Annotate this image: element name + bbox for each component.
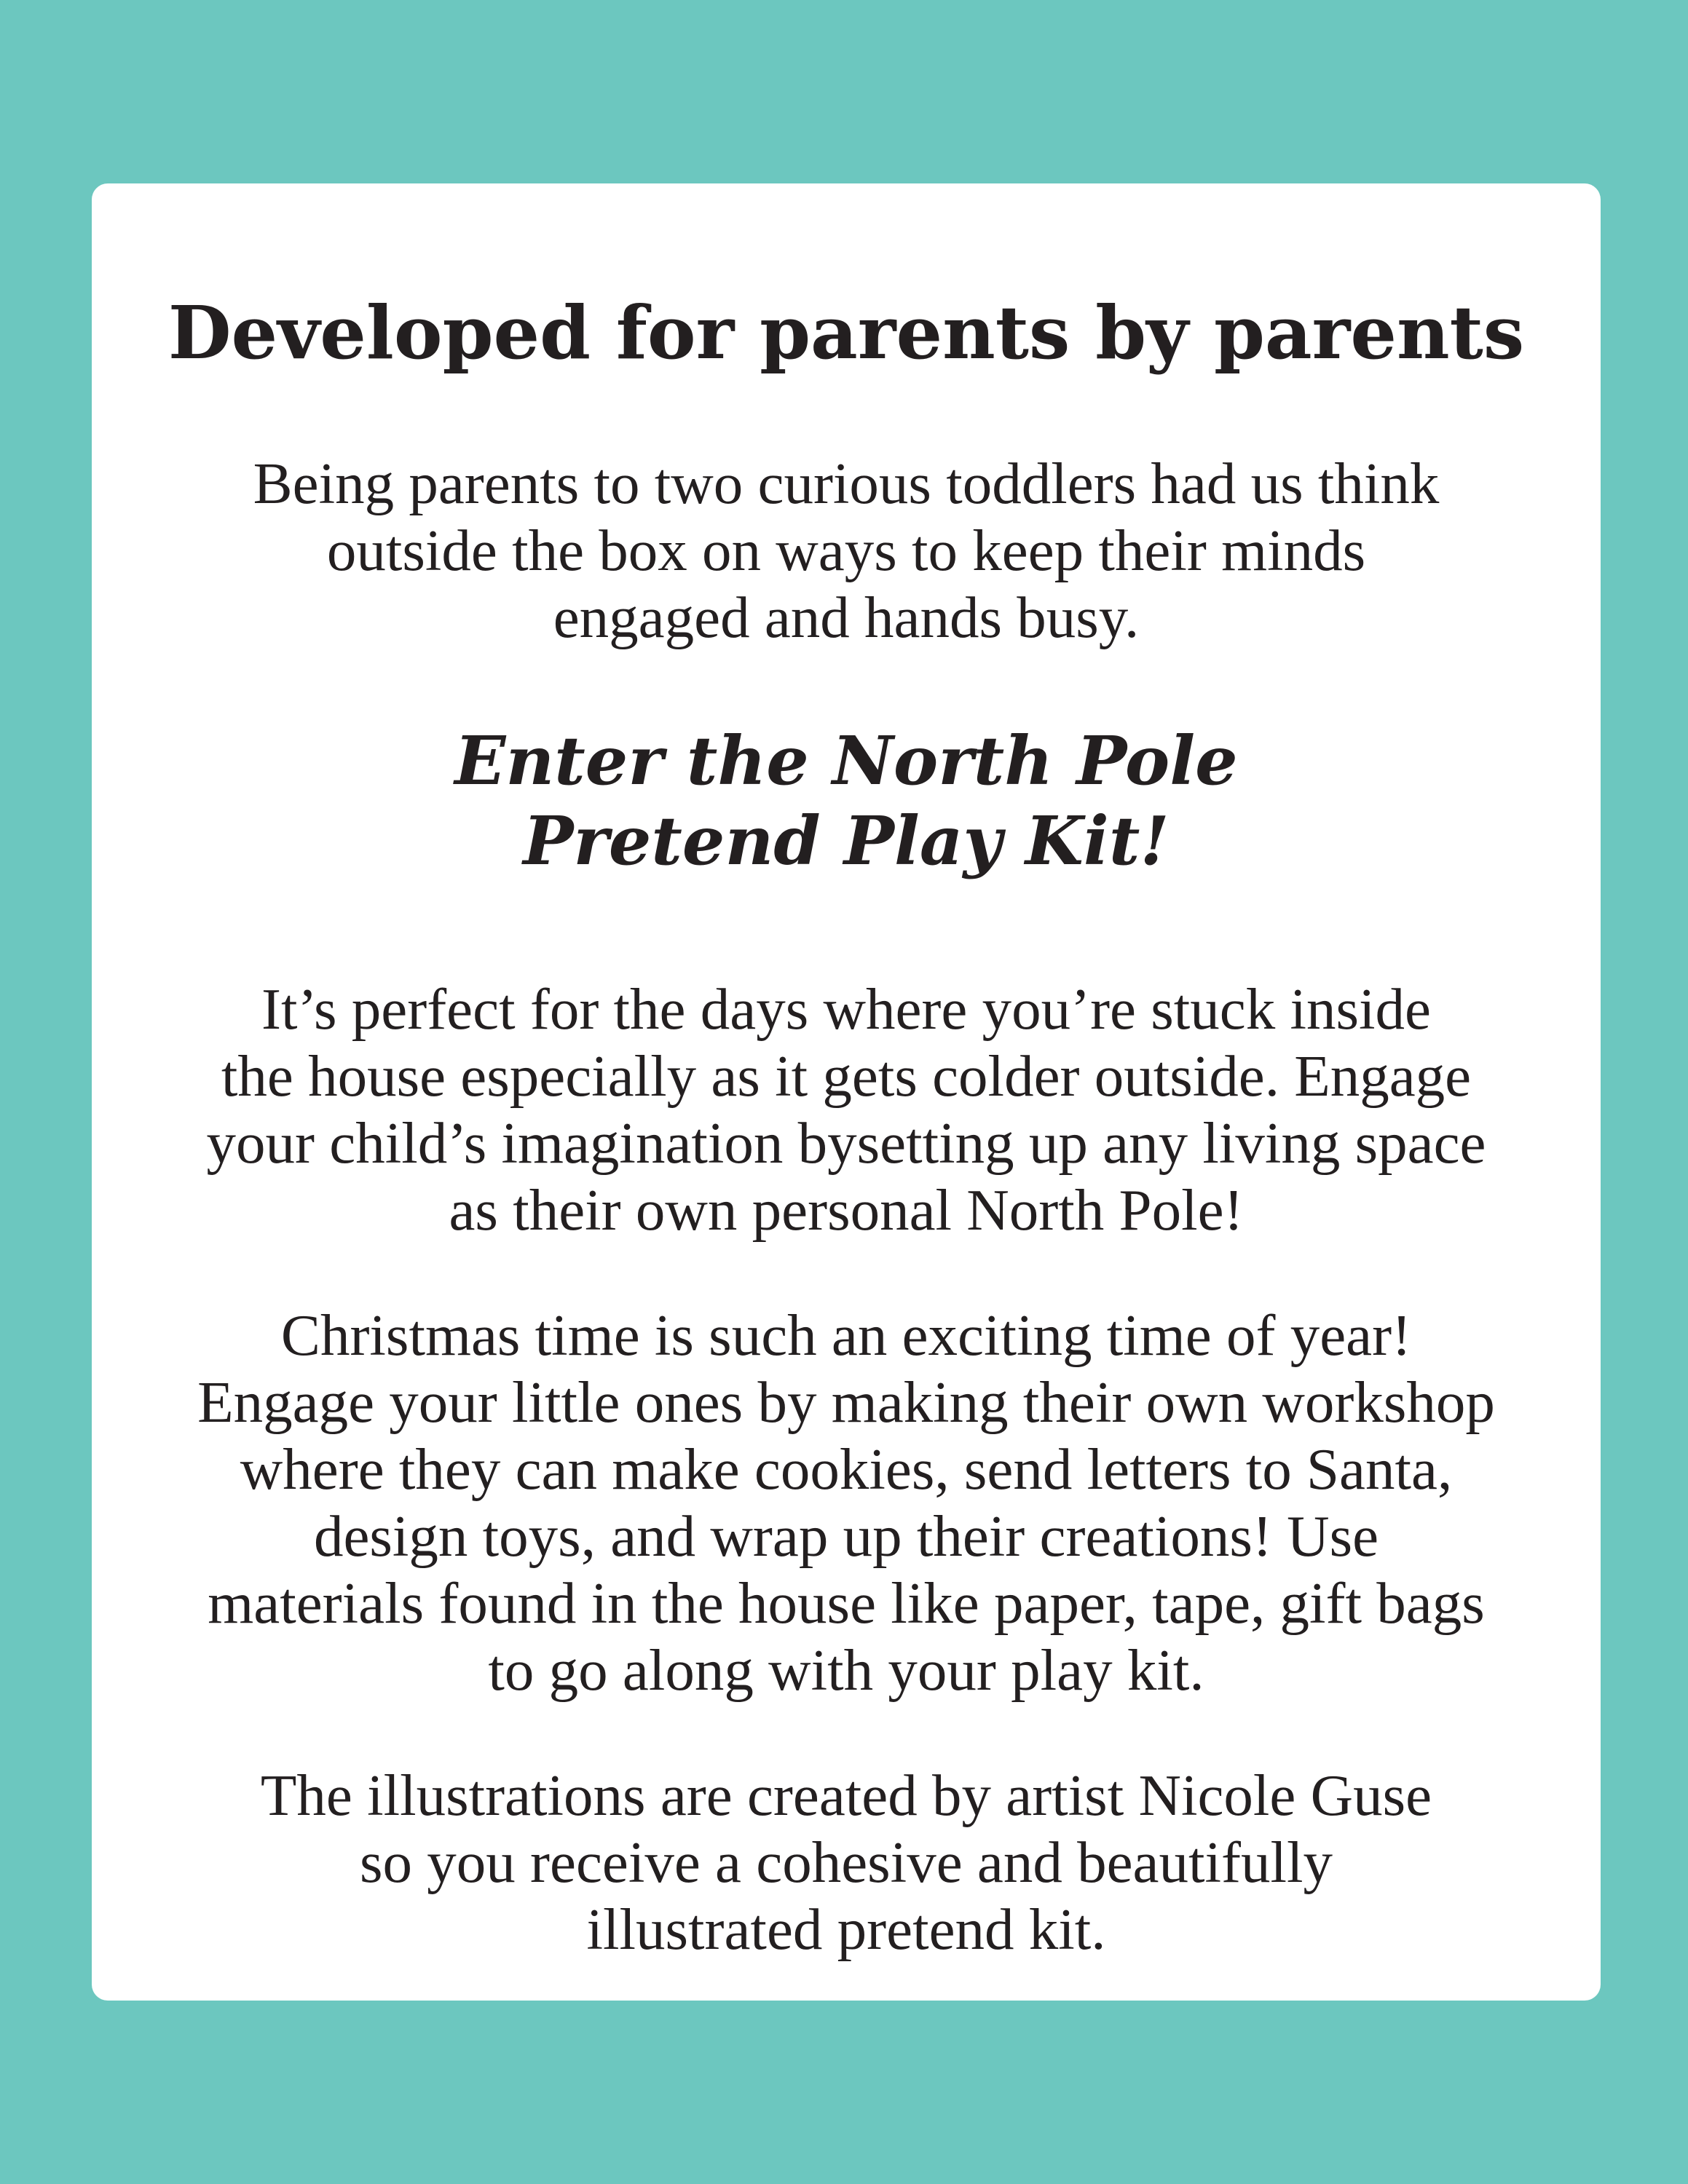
subheading-line: Enter the North Pole xyxy=(454,721,1238,800)
perfect-line: It’s perfect for the days where you’re stuck inside xyxy=(261,976,1431,1042)
perfect-line: as their own personal North Pole! xyxy=(449,1177,1244,1243)
kit-subheading xyxy=(92,721,1601,881)
content-card xyxy=(92,183,1601,2001)
page-title: Developed for parents by parents xyxy=(167,290,1525,376)
christmas-line: Engage your little ones by making their own workshop xyxy=(197,1369,1495,1435)
christmas-paragraph xyxy=(92,1302,1601,1704)
illustrations-paragraph xyxy=(92,1762,1601,1963)
perfect-line: the house especially as it gets colder outside. Engage xyxy=(221,1043,1472,1109)
intro-paragraph xyxy=(92,450,1601,651)
illustrations-line: The illustrations are created by artist Nicole Guse xyxy=(260,1762,1432,1828)
perfect-paragraph xyxy=(92,976,1601,1243)
subheading-line: Pretend Play Kit! xyxy=(523,802,1170,880)
christmas-line: Christmas time is such an exciting time of year! xyxy=(280,1302,1412,1368)
christmas-line: to go along with your play kit. xyxy=(488,1637,1204,1703)
christmas-line: design toys, and wrap up their creations! Use xyxy=(313,1503,1379,1569)
intro-line: outside the box on ways to keep their minds xyxy=(326,518,1366,583)
christmas-line: materials found in the house like paper, tape, gift bags xyxy=(208,1570,1485,1636)
illustrations-line: illustrated pretend kit. xyxy=(586,1896,1106,1962)
perfect-line: your child’s imagination bysetting up any living space xyxy=(206,1110,1486,1176)
christmas-line: where they can make cookies, send letters to Santa, xyxy=(240,1436,1453,1502)
intro-line: Being parents to two curious toddlers had us think xyxy=(253,451,1440,516)
illustrations-line: so you receive a cohesive and beautifully xyxy=(360,1829,1333,1895)
intro-line: engaged and hands busy. xyxy=(553,585,1140,650)
